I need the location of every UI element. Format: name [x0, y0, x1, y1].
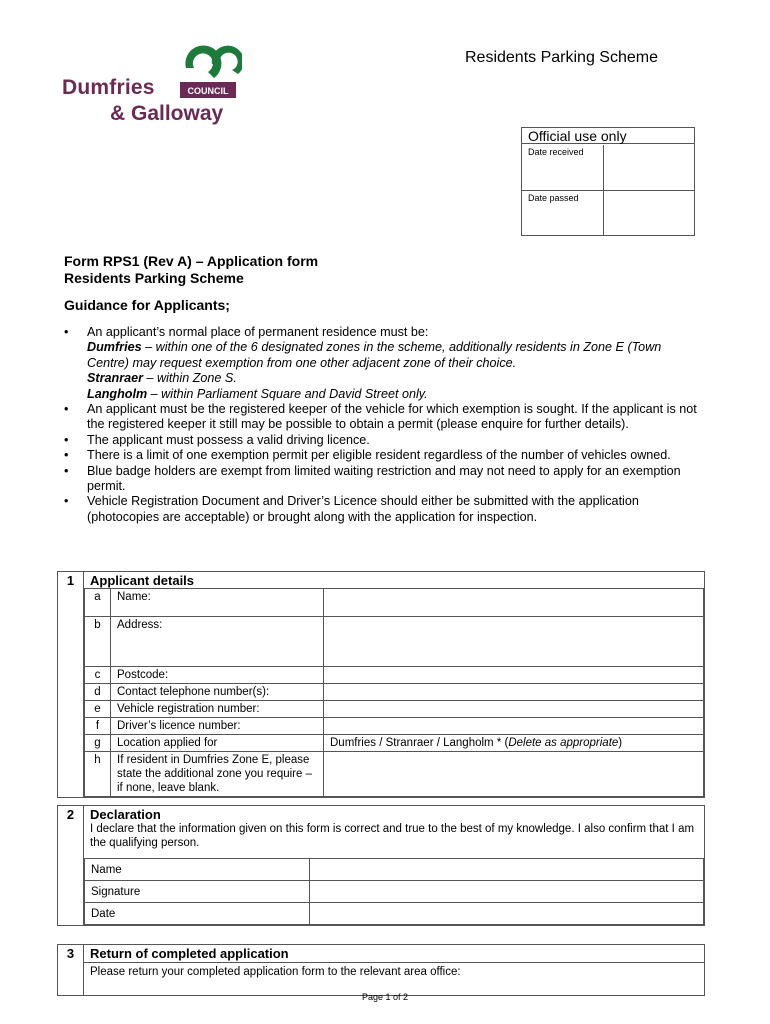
- guidance-dumfries-text: – within one of the 6 designated zones in the scheme, additionally residents in Zone E (Town Centre) may request exemption from one other adjacent zone of their choice.: [87, 340, 662, 370]
- section-heading: Declaration: [90, 807, 161, 822]
- additional-zone-field[interactable]: [324, 752, 704, 797]
- official-divider: [603, 145, 604, 235]
- licence-number-field[interactable]: [324, 718, 704, 735]
- section-declaration: [57, 805, 705, 926]
- table-row: [85, 735, 704, 752]
- date-received-row: [522, 145, 694, 191]
- form-title-line2: Residents Parking Scheme: [64, 270, 244, 286]
- return-text: Please return your completed application form to the relevant area office:: [90, 966, 461, 978]
- postcode-field[interactable]: [324, 667, 704, 684]
- row-label: Driver’s licence number:: [111, 718, 324, 735]
- telephone-field[interactable]: [324, 684, 704, 701]
- declaration-signature-field[interactable]: [310, 881, 704, 903]
- guidance-langholm-name: Langholm: [87, 386, 148, 401]
- date-received-label: Date received: [528, 147, 584, 157]
- row-label: Vehicle registration number:: [111, 701, 324, 718]
- table-row: [85, 859, 704, 881]
- declaration-name-label: Name: [85, 859, 310, 881]
- location-note: Delete as appropriate: [508, 737, 619, 749]
- guidance-item: [64, 325, 704, 402]
- row-letter: g: [85, 735, 111, 752]
- section-number: 1: [58, 572, 84, 798]
- row-label: Name:: [111, 589, 324, 617]
- row-letter: d: [85, 684, 111, 701]
- guidance-langholm-text: – within Parliament Square and David Street only.: [147, 386, 428, 401]
- table-row: [85, 701, 704, 718]
- logo-text-dumfries: Dumfries: [62, 76, 155, 99]
- location-field[interactable]: [324, 735, 704, 752]
- official-use-title: Official use only: [522, 128, 694, 144]
- logo-text-galloway: & Galloway: [110, 102, 224, 125]
- table-row: [85, 903, 704, 925]
- row-letter: a: [85, 589, 111, 617]
- row-letter: b: [85, 617, 111, 667]
- header-title: Residents Parking Scheme: [465, 49, 658, 66]
- form-title-line1: Form RPS1 (Rev A) – Application form: [64, 253, 319, 269]
- guidance-item: • An applicant must be the registered keeper of the vehicle for which exemption is sought. If the applicant is not the registered keeper it still may be possible to obtain a permit (please enquire for further details).: [64, 402, 704, 433]
- guidance-item: • The applicant must possess a valid driving licence.: [64, 433, 704, 448]
- section-number: 3: [58, 945, 84, 996]
- row-label: Address:: [111, 617, 324, 667]
- section-applicant-details: [57, 571, 705, 798]
- date-passed-label: Date passed: [528, 193, 579, 203]
- form-title: [64, 253, 318, 287]
- guidance-item: • Blue badge holders are exempt from limited waiting restriction and may not need to apply for an exemption permit.: [64, 464, 704, 495]
- row-letter: e: [85, 701, 111, 718]
- date-passed-row: [522, 191, 694, 235]
- guidance-item: • Vehicle Registration Document and Driver’s Licence should either be submitted with the application (photocopies are acceptable) or brought along with the application for inspection.: [64, 494, 704, 525]
- guidance-stranraer-text: – within Zone S.: [143, 371, 237, 386]
- table-row: [85, 752, 704, 797]
- location-close: ): [618, 737, 623, 749]
- location-options: Dumfries / Stranraer / Langholm * (: [330, 737, 509, 749]
- declaration-date-field[interactable]: [310, 903, 704, 925]
- guidance-dumfries-name: Dumfries: [87, 340, 142, 355]
- table-row: [85, 589, 704, 617]
- official-use-box: [521, 127, 695, 236]
- table-row: [85, 667, 704, 684]
- guidance-item: • There is a limit of one exemption permit per eligible resident regardless of the number of vehicles owned.: [64, 448, 704, 463]
- declaration-text: I declare that the information given on this form is correct and true to the best of my knowledge. I also confirm that I am the qualifying person.: [90, 823, 695, 849]
- declaration-table: [84, 858, 704, 925]
- declaration-date-label: Date: [85, 903, 310, 925]
- row-letter: f: [85, 718, 111, 735]
- table-row: [85, 617, 704, 667]
- declaration-signature-label: Signature: [85, 881, 310, 903]
- section-number: 2: [58, 806, 84, 926]
- row-label: Postcode:: [111, 667, 324, 684]
- guidance-residence-intro: An applicant’s normal place of permanent residence must be:: [87, 325, 429, 339]
- page-number: Page 1 of 2: [361, 992, 409, 1002]
- council-logo-mark: [180, 44, 242, 102]
- row-letter: c: [85, 667, 111, 684]
- table-row: [85, 684, 704, 701]
- address-field[interactable]: [324, 617, 704, 667]
- row-label: If resident in Dumfries Zone E, please state the additional zone you require – if none, leave blank.: [111, 752, 324, 797]
- council-mark-text: COUNCIL: [187, 86, 229, 96]
- table-row: [85, 718, 704, 735]
- name-field[interactable]: [324, 589, 704, 617]
- applicant-details-table: [84, 588, 704, 797]
- declaration-name-field[interactable]: [310, 859, 704, 881]
- section-heading: Return of completed application: [84, 945, 704, 963]
- row-label: Contact telephone number(s):: [111, 684, 324, 701]
- row-letter: h: [85, 752, 111, 797]
- section-heading: Applicant details: [90, 573, 195, 588]
- vehicle-registration-field[interactable]: [324, 701, 704, 718]
- table-row: [85, 881, 704, 903]
- guidance-stranraer-name: Stranraer: [87, 371, 144, 386]
- row-label: Location applied for: [111, 735, 324, 752]
- section-return: [57, 944, 705, 996]
- guidance-list: [64, 325, 704, 525]
- guidance-heading: Guidance for Applicants;: [64, 297, 230, 313]
